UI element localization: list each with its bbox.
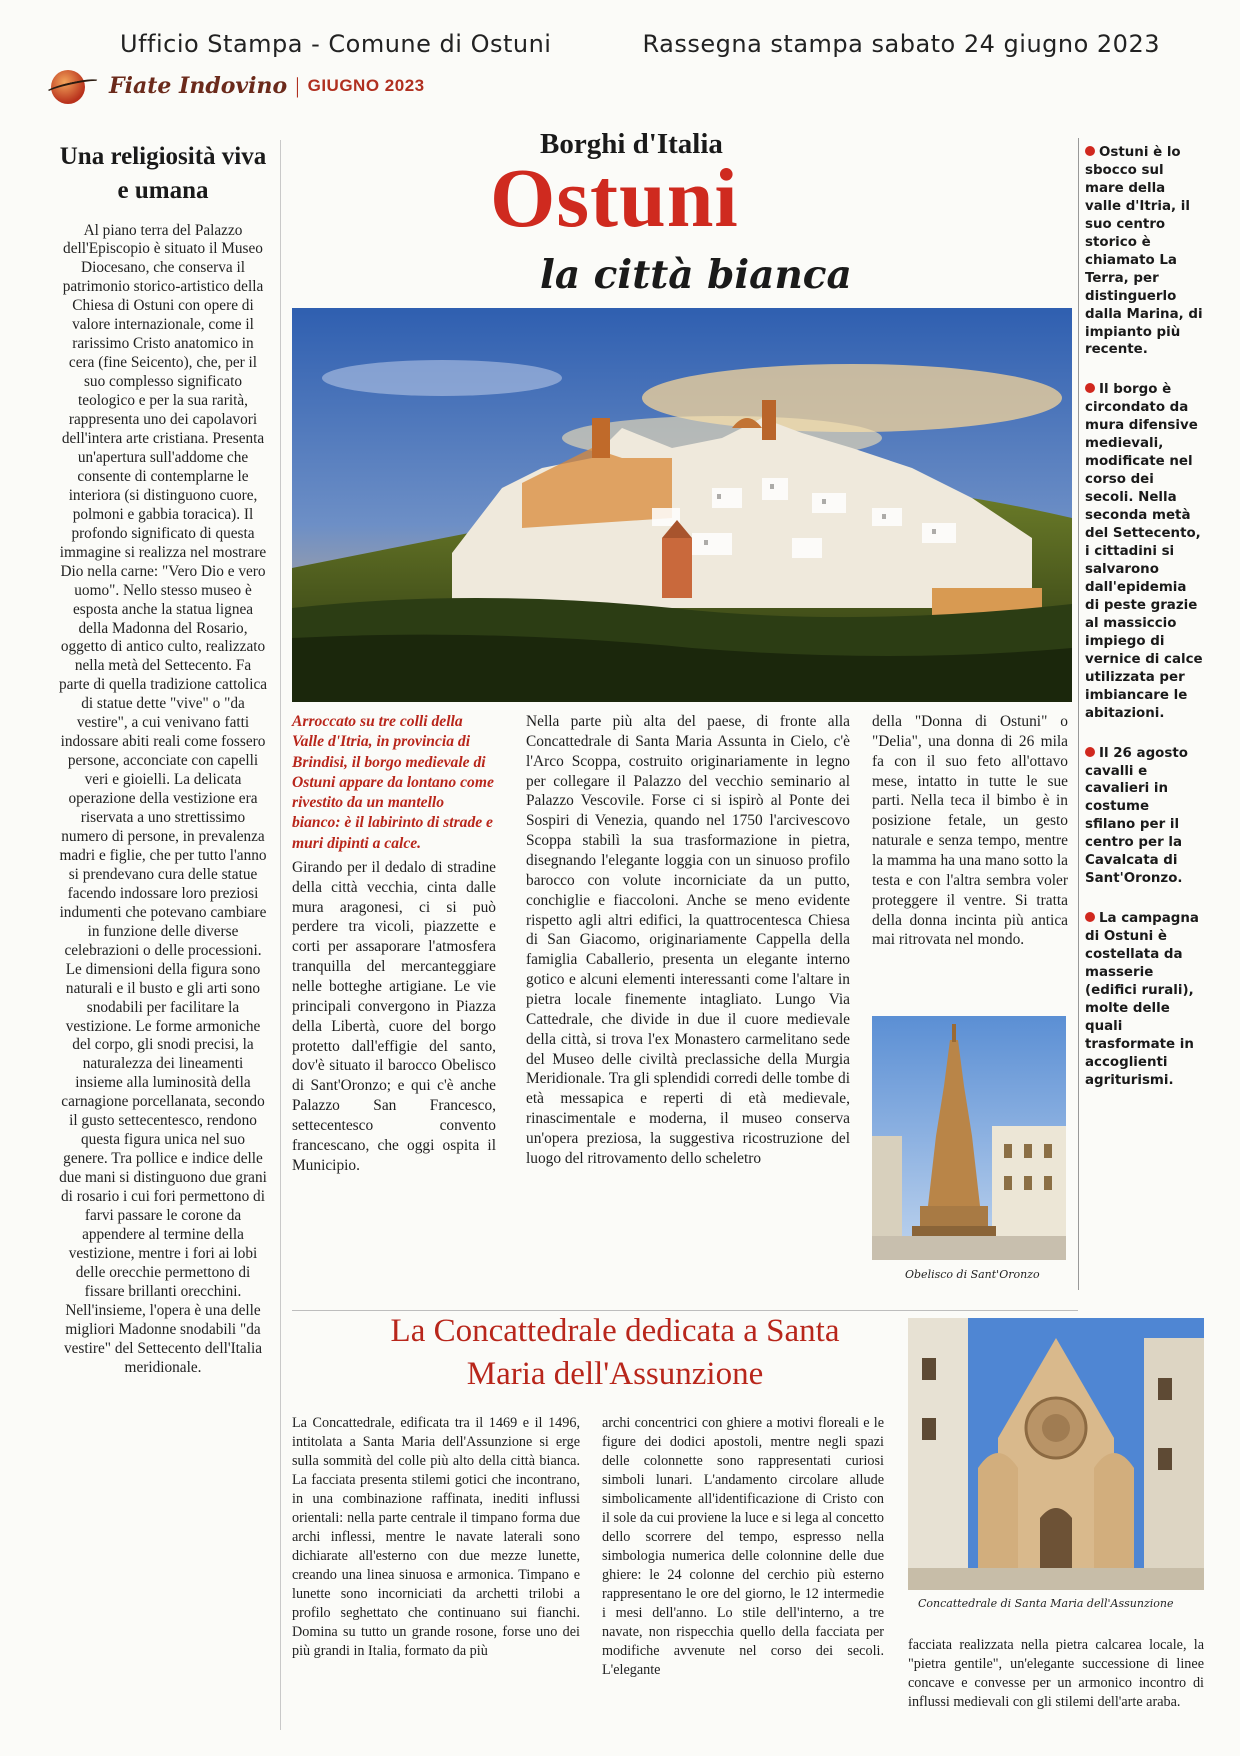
left-column-title: Una religiosità viva e umana	[59, 143, 267, 204]
article-lead: Arroccato su tre colli della Valle d'Itria, in provincia di Brindisi, il borgo medievale di Ostuni appare da lontano come rivestito da un mantello bianco: è il labirinto di strade e muri dipinti a calce.	[292, 713, 494, 852]
masthead-separator: |	[295, 73, 300, 98]
column-divider	[280, 140, 281, 1730]
concattedrale-title: La Concattedrale dedicata a Santa Maria dell'Assunzione	[390, 1313, 840, 1392]
sidebar-notes	[1085, 144, 1203, 1112]
obelisk-photo	[872, 1016, 1066, 1260]
concattedrale-column-3: facciata realizzata nella pietra calcarea locale, la "pietra gentile", un'elegante successione di linee concave e convesse per un armonico incontro di influssi medievali con gli stilemi dell'arte araba.	[908, 1637, 1204, 1711]
header-office: Ufficio Stampa - Comune di Ostuni	[120, 30, 552, 58]
left-column	[58, 140, 268, 1378]
bullet-icon	[1085, 146, 1095, 156]
masthead	[45, 62, 425, 110]
concattedrale-photo	[908, 1318, 1204, 1590]
ostuni-panorama-photo	[292, 308, 1072, 702]
article-subtitle: la città bianca	[540, 252, 852, 298]
masthead-logo-icon	[45, 64, 101, 108]
concattedrale-column-1: La Concattedrale, edificata tra il 1469 e il 1496, intitolata a Santa Maria dell'Assunzione si erge sulla sommità del colle più alto della città bianca. La facciata presenta stilemi gotici che incontrano, in una combinazione raffinata, inediti influssi orientali: nella parte centrale il timpano forma due archi inflessi, mentre le navate laterali sono dichiarate all'esterno con due mezze lunette, creando una linea sinuosa e armonica. Timpano e lunette sono incorniciati da archetti trilobi a profilo seghettato che continuano sui fianchi. Domina su tutto un grande rosone, forse uno dei più grandi in Italia, formato da più	[292, 1415, 580, 1660]
article-kicker: Borghi d'Italia	[540, 128, 723, 160]
article-title: Ostuni	[490, 152, 739, 245]
header-review-date: Rassegna stampa sabato 24 giugno 2023	[642, 30, 1160, 58]
concattedrale-caption: Concattedrale di Santa Maria dell'Assunzione	[918, 1597, 1174, 1610]
sidebar-note: Ostuni è lo sbocco sul mare della valle d'Itria, il suo centro storico è chiamato La Terra, per distinguerlo dalla Marina, di impianto più recente.	[1085, 145, 1203, 358]
concattedrale-column-2: archi concentrici con ghiere a motivi floreali e le figure dei dodici apostoli, mentre negli spazi delle colonnette sono rappresentati curiosi simboli lunari. L'andamento circolare allude simbolicamente all'identificazione di Cristo con il sole da cui proviene la luce e si lega al concetto dello scorrere del tempo, espresso nella simbologia numerica delle colonnine delle due ghiere: le 24 colonne del cerchio più esterno rappresentano le ore del giorno, le 12 intermedie i mesi dell'anno. Lo stile dell'interno, a tre navate, non rispecchia quello della facciata per modifiche avvenute nel corso dei secoli. L'elegante	[602, 1415, 884, 1679]
bullet-icon	[1085, 747, 1095, 757]
article-column-1	[292, 712, 496, 1176]
sidebar-divider	[1078, 138, 1079, 1290]
masthead-date: GIUGNO 2023	[307, 76, 425, 95]
article-col1-text: Girando per il dedalo di stradine della città vecchia, cinta dalle mura aragonesi, ci si può perdere tra vicoli, piazzette e corti per assaporare l'atmosfera tranquilla del mercanteggiare nelle botteghe artigiane. Le vie principali convergono in Piazza della Libertà, cuore del borgo protetto dall'effigie del santo, dov'è situato il barocco Obelisco di Sant'Oronzo; e qui c'è anche Palazzo San Francesco, settecentesco convento francescano, che oggi ospita il Municipio.	[292, 858, 496, 1174]
masthead-title: Fiate Indovino	[109, 73, 288, 99]
obelisk-caption: Obelisco di Sant'Oronzo	[905, 1268, 1040, 1281]
sidebar-note: Il borgo è circondato da mura difensive medievali, modificate nel corso dei secoli. Nella seconda metà del Settecento, i cittadini si salvarono dall'epidemia di peste grazie al massiccio impiego di vernice di calce utilizzata per imbiancare le abitazioni.	[1085, 382, 1203, 721]
sidebar-note: La campagna di Ostuni è costellata da masserie (edifici rurali), molte delle quali trasformate in accoglienti agriturismi.	[1085, 911, 1199, 1088]
sidebar-note: Il 26 agosto cavalli e cavalieri in costume sfilano per il centro per la Cavalcata di Sant'Oronzo.	[1085, 745, 1188, 887]
bullet-icon	[1085, 383, 1095, 393]
bullet-icon	[1085, 912, 1095, 922]
article-column-2: Nella parte più alta del paese, di fronte alla Concattedrale di Santa Maria Assunta in Cielo, c'è l'Arco Scoppa, costruito originariamente in legno per collegare il Palazzo del vecchio seminario al Palazzo Vescovile. Forse ci si ispirò al Ponte dei Sospiri di Venezia, quando nel 1750 l'arcivescovo Scoppa stabilì la sua trasformazione in pietra, disegnando l'elegante loggia con un sinuoso profilo barocco con volute incorniciate da un putto, conchiglie e fiaccoloni. Anche se meno evidente rispetto agli altri edifici, la quattrocentesca Chiesa di San Giacomo, originariamente Cappella della famiglia Caballerio, presenta un elegante interno gotico e alcuni elementi interessanti come l'altare in pietra locale finemente intagliato. Lungo Via Cattedrale, che divide in due il cuore medievale della città, si trova l'ex Monastero carmelitano sede del Museo delle civiltà preclassiche della Murgia Meridionale. Tra gli splendidi corredi delle tombe di età messapica e reperti di età medievale, rinascimentale e moderna, il museo conserva un'opera preziosa, la suggestiva ricostruzione del luogo del ritrovamento dello scheletro	[526, 713, 850, 1167]
left-column-text: Al piano terra del Palazzo dell'Episcopio è situato il Museo Diocesano, che conserva il patrimonio storico-artistico della Chiesa di Ostuni con opere di valore internazionale, come il rarissimo Cristo anatomico in cera (fine Seicento), che, per il suo complesso significato teologico e per la sua rarità, rappresenta uno dei capolavori dell'intera arte cristiana. Presenta un'apertura sull'addome che consente di contemplarne le interiora (si distinguono cuore, polmoni e gabbia toracica). Il profondo significato di questa immagine si realizza nel mostrare Dio nella carne: "Vero Dio e vero uomo". Nello stesso museo è esposta anche la statua lignea della Madonna del Rosario, oggetto di antico culto, realizzato nella metà del Settecento. Fa parte di quella tradizione cattolica di statue dette "vive" o "da vestire", a cui venivano fatti indossare abiti reali come fossero persone, acconciate con capelli veri e gioielli. La delicata operazione della vestizione era riservata a uno strettissimo numero di persone, in prevalenza madri e figlie, che per tutto l'anno si prendevano cura delle statue facendo indossare loro preziosi indumenti che potevano cambiare in funzione delle diverse celebrazioni o delle processioni. Le dimensioni della figura sono naturali e il busto e gli arti sono snodabili per facilitare la vestizione. Le forme armoniche del corpo, gli snodi precisi, la naturalezza dei lineamenti insieme alla luminosità della carnagione porcellanata, secondo il gusto settecentesco, rendono questa figura unica nel suo genere. Tra pollice e indice delle due mani si distinguono due grani di rosario i cui fori permettono di farvi passare le corone da appendere al termine della vestizione, mentre i fori ai lobi delle orecchie permettono di fissare brillanti orecchini. Nell'insieme, l'opera è una delle migliori Madonne snodabili "da vestire" del Settecento dell'Italia meridionale.	[58, 221, 268, 1376]
article-column-3: della "Donna di Ostuni" o "Delia", una donna di 26 mila fa con il suo feto all'ottavo mese, intatto in tutte le sue parti. Nella teca il bimbo è in posizione fetale, un gesto naturale e senza tempo, mentre la mamma ha una mano sotto la testa e con l'altra sembra voler proteggere il ventre. Si tratta della donna incinta più antica mai ritrovata nel mondo.	[872, 713, 1068, 949]
